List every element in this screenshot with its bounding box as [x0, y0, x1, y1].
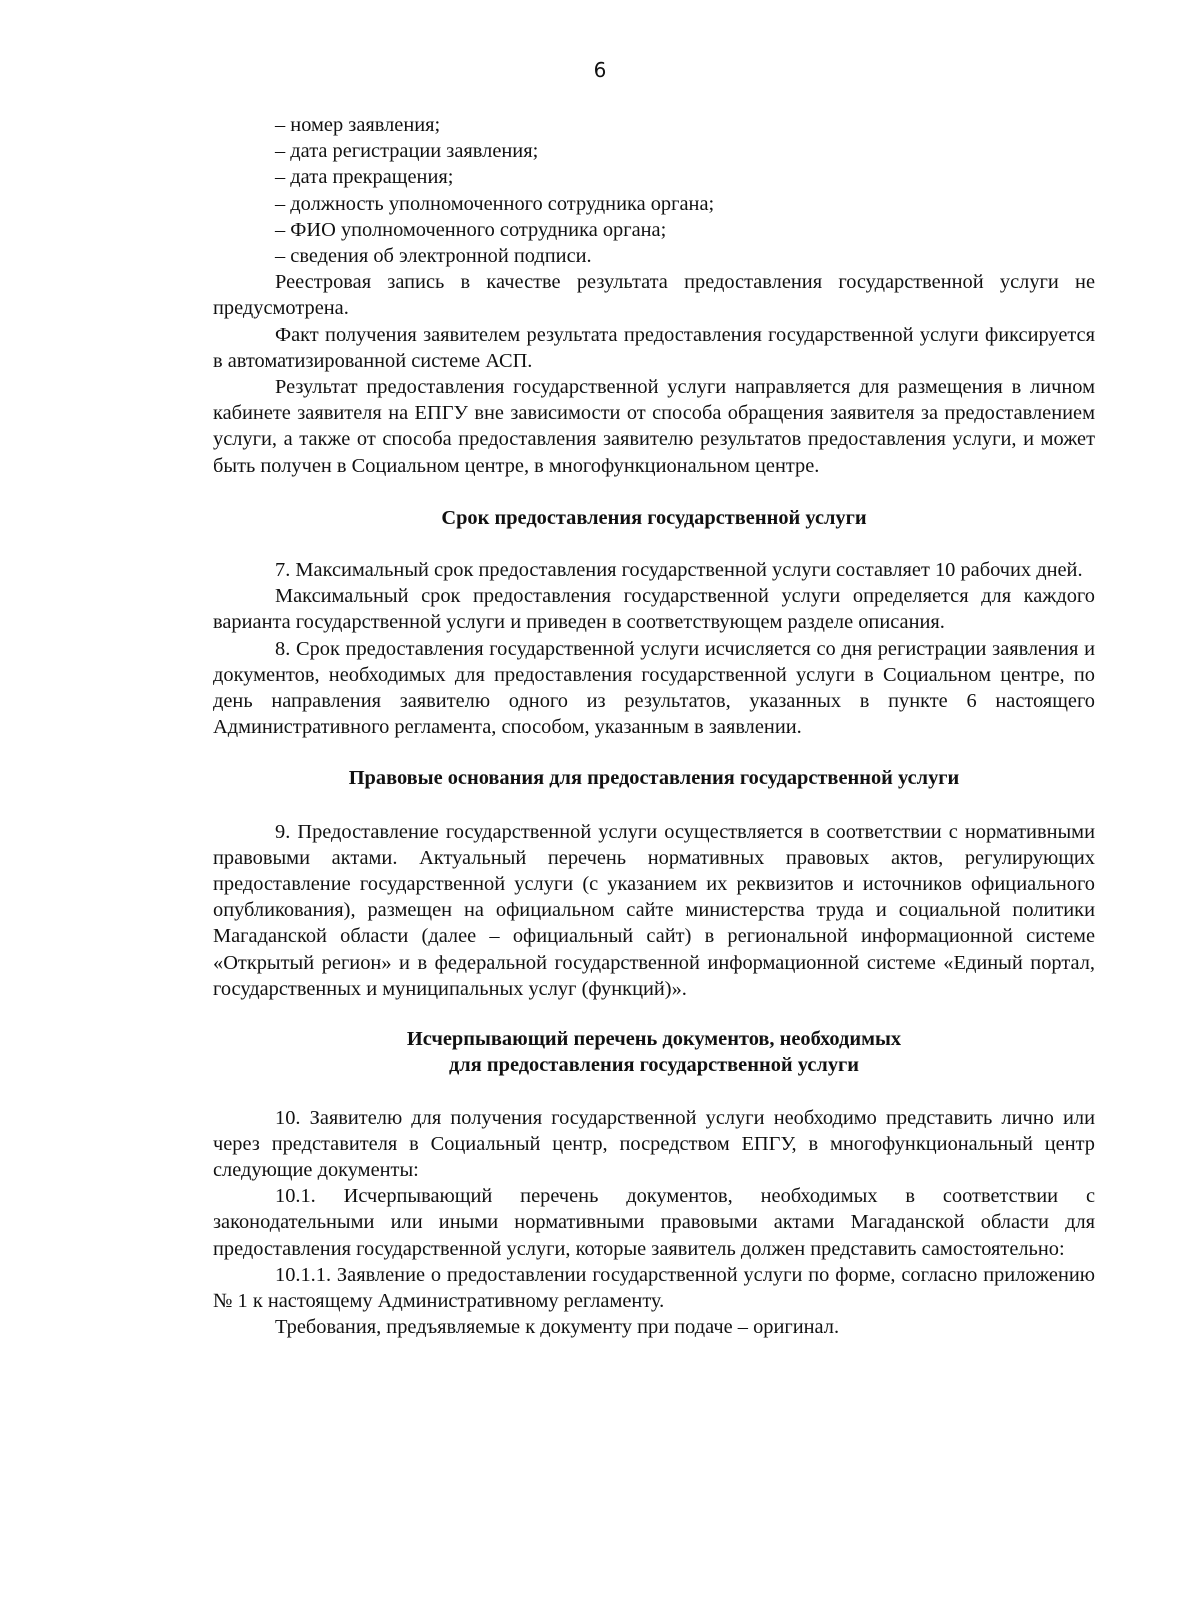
- section-heading-term: Срок предоставления государственной услуги: [441, 506, 867, 529]
- list-item: – должность уполномоченного сотрудника органа;: [275, 192, 715, 215]
- paragraph: Результат предоставления государственной услуги направляется для размещения в личном кабинете заявителя на ЕПГУ вне зависимости от способа обращения заявителя за предоставлением услуги, а также от способа предоставления заявителю результатов предоставления услуги, и может быть получен в Социальном центре, в многофункциональном центре.: [213, 376, 1095, 477]
- paragraph: 10.1. Исчерпывающий перечень документов, необходимых в соответствии с законодательными или иными нормативными правовыми актами Магаданской области для предоставления государственной услуги, которые заявитель должен представить самостоятельно:: [213, 1185, 1095, 1260]
- document-body: [213, 112, 1095, 1340]
- paragraph: 7. Максимальный срок предоставления государственной услуги составляет 10 рабочих дней.: [275, 559, 1083, 582]
- paragraph: Реестровая запись в качестве результата предоставления государственной услуги не предусмотрена.: [213, 271, 1095, 320]
- paragraph: 10. Заявителю для получения государственной услуги необходимо представить лично или через представителя в Социальный центр, посредством ЕПГУ, в многофункциональный центр следующие документы:: [213, 1106, 1095, 1181]
- paragraph: 9. Предоставление государственной услуги осуществляется в соответствии с нормативными правовыми актами. Актуальный перечень нормативных правовых актов, регулирующих предоставление государственной услуги (с указанием их реквизитов и источников официального опубликования), размещен на официальном сайте министерства труда и социальной политики Магаданской области (далее – официальный сайт) в региональной информационной системе «Открытый регион» и в федеральной государственной информационной системе «Единый портал, государственных и муниципальных услуг (функций)».: [213, 820, 1095, 1000]
- paragraph: Максимальный срок предоставления государственной услуги определяется для каждого варианта государственной услуги и приведен в соответствующем разделе описания.: [213, 585, 1095, 634]
- paragraph: 8. Срок предоставления государственной услуги исчисляется со дня регистрации заявления и документов, необходимых для предоставления государственной услуги в Социальном центре, по день направления заявителю одного из результатов, указанных в пункте 6 настоящего Административного регламента, способом, указанным в заявлении.: [213, 637, 1095, 739]
- paragraph: Требования, предъявляемые к документу при подаче – оригинал.: [275, 1316, 840, 1339]
- page-number: 6: [593, 58, 607, 82]
- section-heading-docs-line1: Исчерпывающий перечень документов, необходимых: [406, 1028, 902, 1051]
- section-heading-legal: Правовые основания для предоставления государственной услуги: [348, 767, 960, 790]
- list-item: – дата регистрации заявления;: [275, 140, 539, 163]
- list-item: – ФИО уполномоченного сотрудника органа;: [275, 218, 667, 241]
- paragraph: Факт получения заявителем результата предоставления государственной услуги фиксируется в автоматизированной системе АСП.: [213, 323, 1095, 372]
- paragraph: 10.1.1. Заявление о предоставлении государственной услуги по форме, согласно приложению № 1 к настоящему Административному регламенту.: [213, 1263, 1095, 1312]
- list-item: – дата прекращения;: [275, 166, 454, 189]
- result-fields-list: [213, 112, 1095, 269]
- section-heading-docs-line2: для предоставления государственной услуги: [448, 1054, 860, 1077]
- section-heading-docs: [213, 1026, 1095, 1078]
- list-item: – номер заявления;: [275, 114, 441, 136]
- list-item: – сведения об электронной подписи.: [275, 245, 592, 268]
